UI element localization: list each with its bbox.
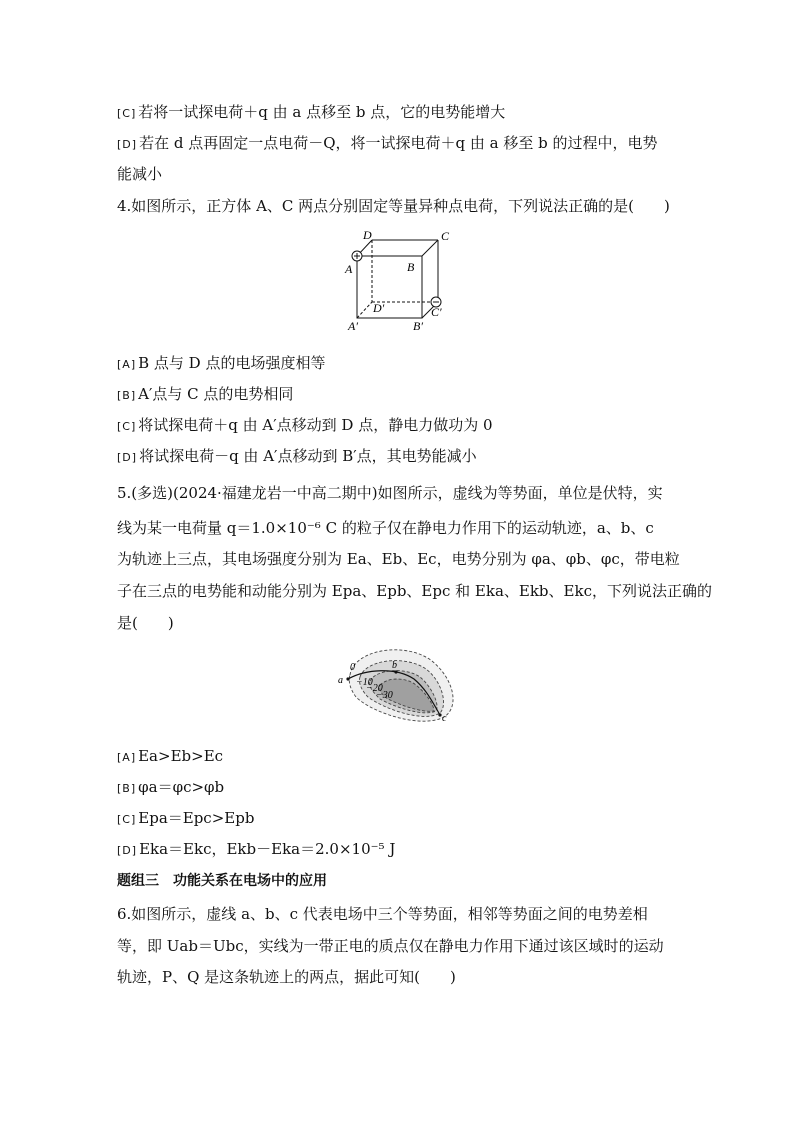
option-tag: [C] xyxy=(117,813,137,826)
option-text: φa＝φc>φb xyxy=(138,778,225,796)
option-tag: [D] xyxy=(117,844,138,857)
option-c-prev xyxy=(117,102,505,124)
q5-line4: 子在三点的电势能和动能分别为 Epa、Epb、Epc 和 Eka、Ekb、Ekc，下列说法正确的 xyxy=(117,582,712,600)
q6-line2: 等，即 Uab＝Ubc，实线为一带正电的质点仅在静电力作用下通过该区域时的运动 xyxy=(117,937,664,955)
q5-line5: 是( ) xyxy=(117,614,174,632)
q6-line1: 6.如图所示，虚线 a、b、c 代表电场中三个等势面，相邻等势面之间的电势差相 xyxy=(117,905,648,923)
equipotential-figure xyxy=(336,643,460,727)
option-tag: [D] xyxy=(117,138,138,151)
q5-option-a xyxy=(117,746,223,768)
label-d: D xyxy=(363,228,372,242)
label-a: a xyxy=(338,675,343,686)
label-b-prime: B′ xyxy=(413,319,423,333)
label-minus30: −30 xyxy=(376,690,393,701)
option-text: 将试探电荷＋q 由 A′点移动到 D 点，静电力做功为 0 xyxy=(138,416,493,434)
label-c-prime: C′ xyxy=(431,305,442,319)
label-minus10: −10 xyxy=(356,677,373,688)
option-text: B 点与 D 点的电场强度相等 xyxy=(138,354,326,372)
label-b: b xyxy=(392,660,397,671)
option-text: A′点与 C 点的电势相同 xyxy=(138,385,294,403)
label-a-prime: A′ xyxy=(348,319,358,333)
q5-line1: 5.(多选)(2024·福建龙岩一中高二期中)如图所示，虚线为等势面，单位是伏特，实 xyxy=(117,484,663,502)
option-text: 若将一试探电荷＋q 由 a 点移至 b 点，它的电势能增大 xyxy=(138,103,506,121)
q5-option-c xyxy=(117,808,254,830)
option-tag: [A] xyxy=(117,358,137,371)
option-d-prev xyxy=(117,133,658,155)
option-tag: [A] xyxy=(117,751,137,764)
option-tag: [B] xyxy=(117,389,137,402)
q5-option-d xyxy=(117,839,395,861)
option-text: 若在 d 点再固定一点电荷－Q，将一试探电荷＋q 由 a 移至 b 的过程中，电势 xyxy=(139,134,658,152)
option-tag: [C] xyxy=(117,420,137,433)
option-text: Ea>Eb>Ec xyxy=(138,747,224,765)
label-b: B xyxy=(407,260,415,274)
section-heading: 题组三 功能关系在电场中的应用 xyxy=(117,873,327,889)
q4-option-b xyxy=(117,384,293,406)
label-c: C xyxy=(441,229,450,243)
q5-option-b xyxy=(117,777,224,799)
option-text: 将试探电荷－q 由 A′点移动到 B′点，其电势能减小 xyxy=(139,447,477,465)
label-a: A xyxy=(345,262,353,276)
q5-line3: 为轨迹上三点，其电场强度分别为 Ea、Eb、Ec，电势分别为 φa、φb、φc，带电粒 xyxy=(117,550,680,568)
option-text: Epa＝Epc>Epb xyxy=(138,809,255,827)
cube-figure xyxy=(330,228,460,336)
q4-option-a xyxy=(117,353,325,375)
option-tag: [C] xyxy=(117,107,137,120)
label-zero: 0 xyxy=(350,662,355,673)
q5-line2: 线为某一电荷量 q＝1.0×10⁻⁶ C 的粒子仅在静电力作用下的运动轨迹，a、b、c xyxy=(117,519,654,537)
q4-option-d xyxy=(117,446,477,468)
label-minus20: −20 xyxy=(366,683,383,694)
q4-option-c xyxy=(117,415,493,437)
q6-line3: 轨迹，P、Q 是这条轨迹上的两点，据此可知( ) xyxy=(117,968,456,986)
option-tag: [B] xyxy=(117,782,137,795)
q4-stem: 4.如图所示，正方体 A、C 两点分别固定等量异种点电荷，下列说法正确的是( ) xyxy=(117,197,670,215)
option-tag: [D] xyxy=(117,451,138,464)
label-c: c xyxy=(442,713,447,724)
option-d-prev-cont: 能减小 xyxy=(117,165,163,183)
option-text: Eka＝Ekc，Ekb－Eka＝2.0×10⁻⁵ J xyxy=(139,840,396,858)
label-d-prime: D′ xyxy=(373,301,385,315)
